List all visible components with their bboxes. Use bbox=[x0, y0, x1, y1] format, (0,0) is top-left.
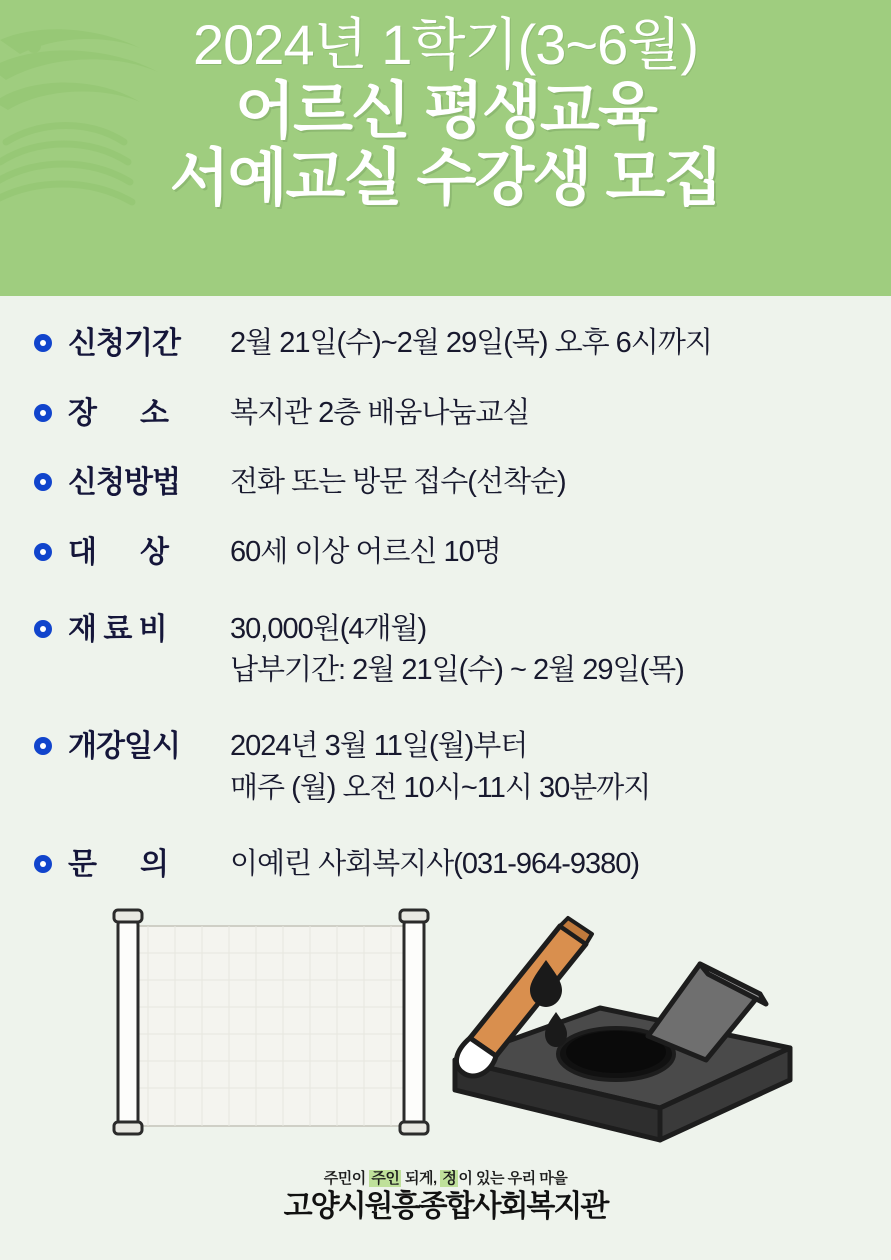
header-banner bbox=[0, 0, 891, 296]
info-row-start-date bbox=[0, 725, 891, 808]
info-value bbox=[230, 461, 891, 503]
slogan-highlight-1: 주인 bbox=[371, 1170, 400, 1188]
slogan-part-2: 되게, bbox=[401, 1170, 441, 1188]
info-value-sub: 납부기간: 2월 21일(수) ~ 2월 29일(목) bbox=[230, 654, 684, 687]
info-label: 장 소 bbox=[68, 396, 168, 430]
info-value bbox=[230, 392, 891, 434]
slogan-highlight-2: 정 bbox=[442, 1170, 457, 1188]
info-label: 신청기간 bbox=[68, 327, 180, 360]
organization-name: 고양시원흥종합사회복지관 bbox=[283, 1190, 608, 1224]
info-value bbox=[230, 322, 891, 364]
bullet-icon bbox=[34, 620, 52, 638]
info-value bbox=[230, 725, 891, 808]
info-value-main: 60세 이상 어르신 10명 bbox=[230, 535, 501, 568]
bullet-icon bbox=[34, 855, 52, 873]
info-value-main: 2024년 3월 11일(월)부터 bbox=[230, 730, 528, 763]
info-label: 개강일시 bbox=[68, 730, 180, 764]
info-value-main: 이예린 사회복지사(031-964-9380) bbox=[230, 847, 640, 880]
slogan-part-3: 이 있는 우리 마을 bbox=[458, 1170, 568, 1188]
calligraphy-illustration bbox=[0, 908, 891, 1168]
poster-title-line-2: 서예교실 수강생 모집 bbox=[169, 144, 722, 214]
info-row-application-period bbox=[0, 322, 891, 366]
footer-slogan bbox=[0, 1170, 891, 1188]
info-label: 재 료 비 bbox=[68, 613, 167, 646]
info-value bbox=[230, 843, 891, 885]
info-label: 신청방법 bbox=[68, 466, 180, 499]
slogan-part-1: 주민이 bbox=[323, 1170, 370, 1188]
bullet-icon bbox=[34, 334, 52, 352]
bullet-icon bbox=[34, 737, 52, 755]
poster-subtitle: 2024년 1학기(3~6월) bbox=[193, 13, 698, 76]
scroll-paper-icon bbox=[114, 910, 428, 1134]
bullet-icon bbox=[34, 543, 52, 561]
info-value-main: 2월 21일(수)~2월 29일(목) 오후 6시까지 bbox=[230, 327, 712, 359]
info-value-main: 복지관 2층 배움나눔교실 bbox=[230, 396, 530, 429]
info-row-location bbox=[0, 392, 891, 436]
info-row-contact bbox=[0, 843, 891, 887]
info-label: 대 상 bbox=[68, 535, 168, 569]
banner-text-group bbox=[0, 0, 891, 214]
footer-logo bbox=[0, 1170, 891, 1225]
info-row-material-fee bbox=[0, 608, 891, 691]
info-value-sub: 매주 (월) 오전 10시~11시 30분까지 bbox=[230, 771, 651, 804]
info-row-target bbox=[0, 531, 891, 575]
info-value-main: 전화 또는 방문 접수(선착순) bbox=[230, 466, 566, 498]
info-value bbox=[230, 531, 891, 573]
info-value-main: 30,000원(4개월) bbox=[230, 613, 427, 645]
bullet-icon bbox=[34, 473, 52, 491]
info-row-application-method bbox=[0, 461, 891, 505]
info-value bbox=[230, 608, 891, 691]
bullet-icon bbox=[34, 404, 52, 422]
illustration-group bbox=[0, 908, 891, 1168]
poster-title-line-1: 어르신 평생교육 bbox=[235, 76, 656, 146]
info-label: 문 의 bbox=[68, 847, 168, 881]
info-list bbox=[0, 296, 891, 886]
